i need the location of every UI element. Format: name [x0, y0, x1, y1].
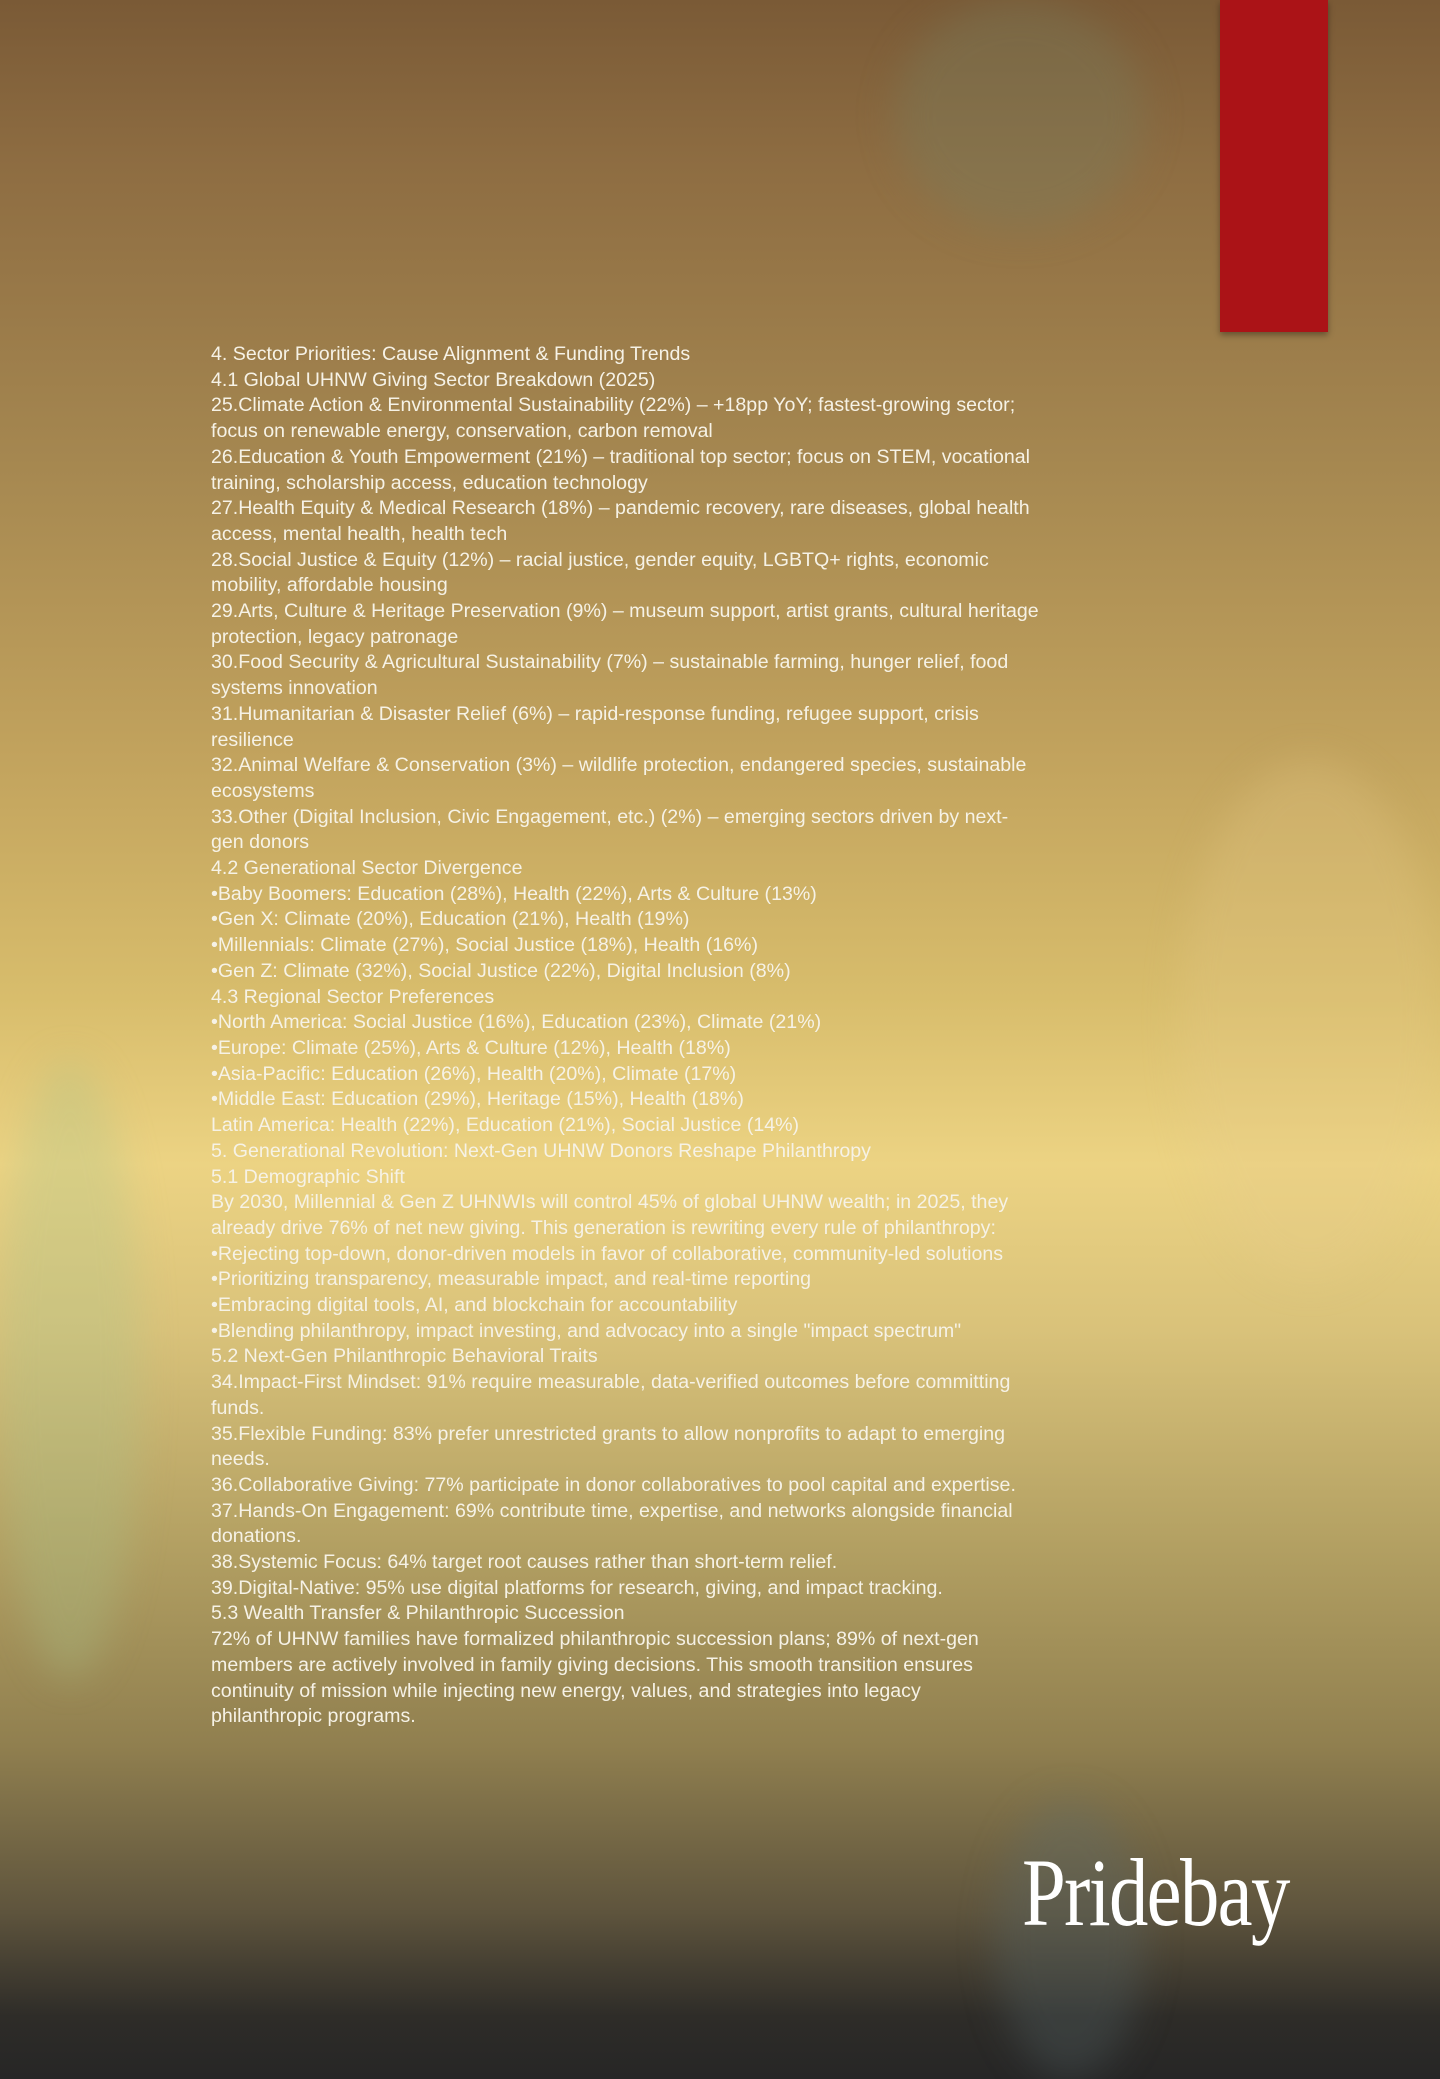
text-line: 31.Humanitarian & Disaster Relief (6%) – rapid-response funding, refugee support, crisis: [211, 702, 979, 725]
text-line: gen donors: [211, 831, 310, 854]
text-line: 37.Hands-On Engagement: 69% contribute time, expertise, and networks alongside financial: [211, 1499, 1013, 1522]
text-line: By 2030, Millennial & Gen Z UHNWIs will control 45% of global UHNW wealth; in 2025, they: [211, 1191, 1009, 1214]
text-line: funds.: [211, 1396, 265, 1419]
text-line: members are actively involved in family giving decisions. This smooth transition ensures: [211, 1653, 973, 1676]
text-line: 72% of UHNW families have formalized philanthropic succession plans; 89% of next-gen: [211, 1628, 979, 1651]
text-line: donations.: [211, 1525, 302, 1548]
text-line: 25.Climate Action & Environmental Sustainability (22%) – +18pp YoY; fastest-growing sector;: [211, 394, 1016, 417]
text-line: •Rejecting top-down, donor-driven models in favor of collaborative, community-led solutions: [211, 1242, 1004, 1265]
text-line: 5.2 Next-Gen Philanthropic Behavioral Traits: [211, 1345, 598, 1368]
text-line: mobility, affordable housing: [211, 574, 448, 597]
text-line: ecosystems: [211, 779, 315, 802]
text-line: resilience: [211, 728, 294, 751]
text-line: 5.3 Wealth Transfer & Philanthropic Succession: [211, 1602, 625, 1625]
text-line: 33.Other (Digital Inclusion, Civic Engagement, etc.) (2%) – emerging sectors driven by next-: [211, 805, 1009, 828]
text-line: Latin America: Health (22%), Education (21%), Social Justice (14%): [211, 1114, 800, 1137]
text-line: •Middle East: Education (29%), Heritage (15%), Health (18%): [211, 1088, 744, 1111]
text-line: 4.1 Global UHNW Giving Sector Breakdown (2025): [211, 368, 656, 391]
text-line: 26.Education & Youth Empowerment (21%) – traditional top sector; focus on STEM, vocational: [211, 445, 1031, 468]
text-line: •Asia-Pacific: Education (26%), Health (20%), Climate (17%): [211, 1062, 737, 1085]
text-line: 5.1 Demographic Shift: [211, 1165, 405, 1188]
text-line: 5. Generational Revolution: Next-Gen UHNW Donors Reshape Philanthropy: [211, 1139, 871, 1162]
text-line: protection, legacy patronage: [211, 625, 459, 648]
text-line: focus on renewable energy, conservation, carbon removal: [211, 420, 713, 443]
text-line: •Embracing digital tools, AI, and blockchain for accountability: [211, 1294, 738, 1317]
background-glow: [895, 0, 1145, 230]
text-line: 36.Collaborative Giving: 77% participate in donor collaboratives to pool capital and expertise.: [211, 1473, 1016, 1496]
text-line: •Europe: Climate (25%), Arts & Culture (12%), Health (18%): [211, 1036, 731, 1059]
text-line: 32.Animal Welfare & Conservation (3%) – wildlife protection, endangered species, sustainable: [211, 754, 1027, 777]
text-line: continuity of mission while injecting new energy, values, and strategies into legacy: [211, 1679, 921, 1702]
text-line: 4.3 Regional Sector Preferences: [211, 985, 495, 1008]
text-line: systems innovation: [211, 677, 378, 700]
document-body: [211, 342, 1211, 1730]
text-line: 30.Food Security & Agricultural Sustainability (7%) – sustainable farming, hunger relief, food: [211, 651, 1009, 674]
background-glow: [0, 1060, 140, 1680]
text-line: •Millennials: Climate (27%), Social Justice (18%), Health (16%): [211, 934, 758, 957]
text-line: already drive 76% of net new giving. This generation is rewriting every rule of philanthropy:: [211, 1216, 996, 1239]
text-line: •Prioritizing transparency, measurable impact, and real-time reporting: [211, 1268, 812, 1291]
text-line: •North America: Social Justice (16%), Education (23%), Climate (21%): [211, 1011, 822, 1034]
text-line: philanthropic programs.: [211, 1705, 416, 1728]
text-line: 27.Health Equity & Medical Research (18%) – pandemic recovery, rare diseases, global health: [211, 497, 1030, 520]
text-line: 34.Impact-First Mindset: 91% require measurable, data-verified outcomes before committing: [211, 1371, 1011, 1394]
text-line: 39.Digital-Native: 95% use digital platforms for research, giving, and impact tracking.: [211, 1576, 943, 1599]
text-line: access, mental health, health tech: [211, 522, 508, 545]
text-line: 35.Flexible Funding: 83% prefer unrestricted grants to allow nonprofits to adapt to emerging: [211, 1422, 1005, 1445]
text-line: •Gen X: Climate (20%), Education (21%), Health (19%): [211, 908, 690, 931]
text-line: •Baby Boomers: Education (28%), Health (22%), Arts & Culture (13%): [211, 882, 817, 905]
text-line: training, scholarship access, education technology: [211, 471, 648, 494]
pridebay-logo: Pridebay: [1022, 1839, 1289, 1946]
text-line: •Blending philanthropy, impact investing, and advocacy into a single "impact spectrum": [211, 1319, 962, 1342]
text-line: 4. Sector Priorities: Cause Alignment & Funding Trends: [211, 343, 691, 365]
background-glow: [1180, 760, 1440, 1280]
text-line: •Gen Z: Climate (32%), Social Justice (22%), Digital Inclusion (8%): [211, 959, 791, 982]
red-bookmark-ribbon: [1220, 0, 1328, 332]
text-line: needs.: [211, 1448, 270, 1471]
text-line: 28.Social Justice & Equity (12%) – racial justice, gender equity, LGBTQ+ rights, economic: [211, 548, 989, 571]
text-line: 38.Systemic Focus: 64% target root causes rather than short-term relief.: [211, 1551, 838, 1574]
text-line: 29.Arts, Culture & Heritage Preservation (9%) – museum support, artist grants, cultural heritage: [211, 600, 1039, 623]
text-line: 4.2 Generational Sector Divergence: [211, 857, 523, 880]
